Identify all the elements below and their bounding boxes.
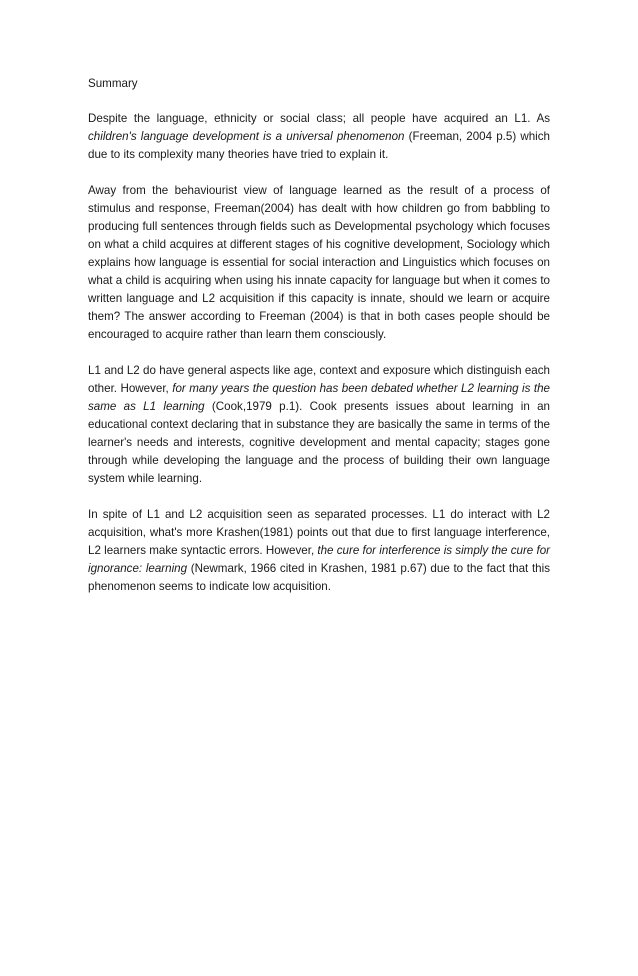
body-paragraph xyxy=(88,110,550,164)
italic-quote-text: for many years the question has been debated whether L2 learning is the same as L1 learning xyxy=(88,382,550,413)
paragraph-text: (Newmark, 1966 cited in Krashen, 1981 p.67) due to the fact that this phenomenon seems to indicate low acquisition. xyxy=(88,562,550,593)
body-paragraph xyxy=(88,362,550,488)
paragraph-list xyxy=(88,110,550,596)
paragraph-text: (Freeman, 2004 p.5) which due to its complexity many theories have tried to explain it. xyxy=(88,130,550,161)
body-paragraph xyxy=(88,182,550,344)
paragraph-text: L1 and L2 do have general aspects like age, context and exposure which distinguish each other. However, xyxy=(88,364,550,395)
paragraph-text: In spite of L1 and L2 acquisition seen as separated processes. L1 do interact with L2 acquisition, what's more Krashen(1981) points out that due to first language interference, L2 learners make syntactic errors. However, xyxy=(88,508,550,557)
body-paragraph xyxy=(88,506,550,596)
paragraph-text: Away from the behaviourist view of language learned as the result of a process of stimulus and response, Freeman(2004) has dealt with how children go from babbling to producing full sentences through fields such as Developmental psychology which focuses on what a child acquires at different stages of his cognitive development, Sociology which explains how language is essential for social interaction and Linguistics which focuses on what a child is acquiring when using his innate capacity for language but when it comes to written language and L2 acquisition if this capacity is innate, should we learn or acquire them? The answer according to Freeman (2004) is that in both cases people should be encouraged to acquire rather than learn them consciously. xyxy=(88,184,550,341)
summary-heading: Summary xyxy=(88,77,138,90)
paragraph-text: (Cook,1979 p.1). Cook presents issues about learning in an educational context declaring that in substance they are basically the same in terms of the learner's needs and interests, cognitive development and mental capacity; stages gone through while developing the language and the process of building their own language system while learning. xyxy=(88,400,550,485)
italic-quote-text: children's language development is a universal phenomenon xyxy=(88,130,405,143)
italic-quote-text: the cure for interference is simply the cure for ignorance: learning xyxy=(88,544,551,575)
document-body xyxy=(88,75,550,614)
paragraph-text: Despite the language, ethnicity or social class; all people have acquired an L1. As xyxy=(88,112,550,125)
